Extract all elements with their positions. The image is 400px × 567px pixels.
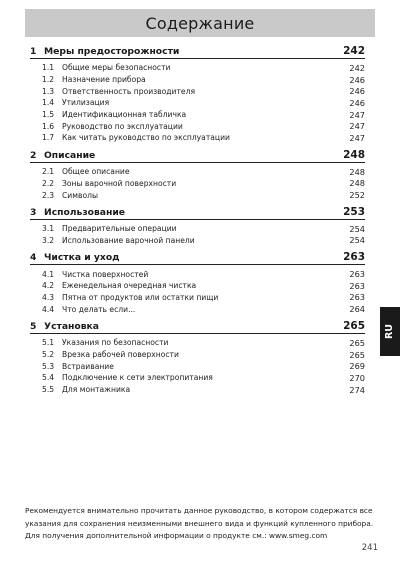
footer-line-1: Рекомендуется внимательно прочитать данное руководство, в котором содержатся все: [25, 506, 373, 515]
toc-item-text: [42, 362, 114, 371]
toc-item-page: 254: [349, 235, 365, 246]
toc-item-title: Еженедельная очередная чистка: [62, 281, 197, 291]
toc-item-number: 3.2: [42, 235, 55, 245]
toc-item[interactable]: [30, 97, 365, 109]
section-number: 1: [30, 46, 37, 57]
toc-item-number: 1.1: [42, 63, 55, 73]
toc-item-text: [42, 63, 170, 72]
toc-item-number: 2.2: [42, 178, 55, 188]
toc-item-number: 1.5: [42, 110, 55, 120]
toc-item-title: Зоны варочной поверхности: [62, 178, 177, 188]
section-number: 4: [30, 252, 37, 264]
toc-item-text: [42, 224, 177, 233]
toc-item-page: 248: [349, 178, 365, 189]
toc-item-title: Врезка рабочей поверхности: [62, 350, 179, 360]
toc-item-text: [42, 133, 230, 142]
toc-item[interactable]: [30, 235, 365, 247]
toc-item[interactable]: [30, 372, 365, 384]
toc-item[interactable]: [30, 178, 365, 190]
section-page: 253: [343, 205, 365, 218]
section-page: 265: [343, 320, 365, 332]
toc-item[interactable]: [30, 132, 365, 144]
toc-item-title: Руководство по эксплуатации: [62, 121, 183, 131]
section-page: 263: [343, 251, 365, 264]
footer-line-3: Для получения дополнительной информации о продукте см.: www.smeg.com: [25, 531, 328, 540]
toc-item-number: 2.1: [42, 167, 55, 177]
toc-item-list: [30, 223, 365, 246]
toc-item[interactable]: [30, 360, 365, 372]
toc-title: Содержание: [145, 13, 255, 33]
toc-item-page: 263: [349, 269, 365, 280]
toc-item-title: Для монтажника: [62, 385, 131, 395]
toc-item-text: [42, 122, 183, 131]
toc-item-page: 269: [349, 361, 365, 372]
toc-item-title: Идентификационная табличка: [62, 110, 187, 120]
toc-item[interactable]: [30, 109, 365, 121]
section-page: 248: [343, 148, 365, 161]
page-number: 241: [361, 543, 378, 553]
toc-title-bar: [25, 9, 375, 37]
section-heading-text: [30, 252, 120, 263]
toc-item-text: [42, 270, 148, 279]
section-gap: [30, 395, 365, 400]
section-heading-text: [30, 150, 95, 161]
toc-section-heading[interactable]: [30, 251, 365, 265]
toc-item-page: 264: [349, 304, 365, 315]
toc-item[interactable]: [30, 280, 365, 292]
toc-item-number: 1.7: [42, 133, 55, 143]
language-tab: [380, 307, 400, 356]
toc-item-text: [42, 110, 186, 119]
toc-item-page: 274: [349, 384, 365, 395]
toc-item-number: 1.2: [42, 75, 55, 85]
toc-item-title: Утилизация: [62, 98, 110, 108]
toc-item-number: 1.3: [42, 86, 55, 96]
toc-item-page: 246: [349, 97, 365, 108]
toc-item-title: Как читать руководство по эксплуатации: [62, 133, 230, 143]
toc-section-heading[interactable]: [30, 206, 365, 220]
toc-item-text: [42, 236, 195, 245]
toc-item-page: 246: [349, 86, 365, 97]
toc-item[interactable]: [30, 166, 365, 178]
toc-item-page: 263: [349, 280, 365, 291]
toc-item-title: Назначение прибора: [62, 75, 146, 85]
section-heading-text: [30, 207, 125, 218]
toc-item-number: 4.3: [42, 292, 55, 302]
section-title: Меры предосторожности: [44, 46, 180, 57]
toc-item-number: 4.1: [42, 269, 55, 279]
toc-item-title: Символы: [62, 190, 98, 200]
section-number: 5: [30, 321, 37, 332]
toc-section-heading[interactable]: [30, 149, 365, 163]
toc-item-number: 4.2: [42, 281, 55, 291]
toc-item-page: 254: [349, 223, 365, 234]
toc-item-text: [42, 281, 196, 290]
toc-item-title: Пятна от продуктов или остатки пищи: [62, 292, 219, 302]
toc-item-list: [30, 62, 365, 144]
toc-item-page: 263: [349, 292, 365, 303]
toc-item-page: 248: [349, 166, 365, 177]
section-title: Использование: [44, 206, 126, 218]
toc-item-page: 265: [349, 337, 365, 348]
toc-item-number: 5.2: [42, 350, 55, 360]
toc-section-heading[interactable]: [30, 45, 365, 59]
toc-item-number: 1.6: [42, 121, 55, 131]
footer-line-2: указания для сохранения неизменными внешнего вида и функций купленного прибора.: [25, 518, 374, 528]
toc-item-number: 5.5: [42, 385, 55, 395]
toc-item-page: 252: [349, 190, 365, 201]
toc-item-list: [30, 337, 365, 395]
toc-item[interactable]: [30, 223, 365, 235]
toc-item[interactable]: [30, 384, 365, 396]
section-page: 242: [343, 45, 365, 57]
section-title: Чистка и уход: [44, 252, 120, 264]
toc-item-page: 265: [349, 349, 365, 360]
toc-item-text: [42, 98, 109, 107]
toc-item-text: [42, 87, 195, 96]
section-title: Описание: [44, 149, 96, 161]
toc-item-page: 270: [349, 372, 365, 383]
toc-item-text: [42, 293, 218, 302]
toc-item-number: 4.4: [42, 304, 55, 314]
toc-item-page: 247: [349, 132, 365, 143]
toc-item[interactable]: [30, 74, 365, 86]
section-number: 3: [30, 206, 37, 218]
toc-item-text: [42, 338, 168, 347]
toc-item-number: 2.3: [42, 190, 55, 200]
toc-item[interactable]: [30, 62, 365, 74]
toc-item-title: Предварительные операции: [62, 224, 177, 234]
toc-item-title: Ответственность производителя: [62, 86, 196, 96]
toc-item-text: [42, 385, 130, 394]
toc-item-title: Использование варочной панели: [62, 235, 195, 245]
section-number: 2: [30, 149, 37, 161]
toc-item-text: [42, 75, 146, 84]
toc-item-title: Общее описание: [62, 167, 130, 177]
toc-item[interactable]: [30, 85, 365, 97]
section-title: Установка: [44, 321, 99, 332]
toc-item-number: 1.4: [42, 98, 55, 108]
language-tab-label: RU: [384, 323, 396, 340]
toc-item[interactable]: [30, 189, 365, 201]
footer-note: [25, 505, 380, 543]
section-heading-text: [30, 46, 179, 57]
toc-item-number: 5.4: [42, 373, 55, 383]
toc-item-text: [42, 167, 130, 176]
toc-item-text: [42, 350, 179, 359]
toc-item-title: Встраивание: [62, 361, 114, 371]
toc-item-title: Подключение к сети электропитания: [62, 373, 213, 383]
toc-item[interactable]: [30, 349, 365, 361]
toc-item-page: 242: [349, 62, 365, 73]
toc-item[interactable]: [30, 292, 365, 304]
toc-item-text: [42, 191, 98, 200]
toc-section-heading[interactable]: [30, 320, 365, 334]
toc-item-title: Что делать если...: [62, 304, 136, 314]
toc-item-number: 5.1: [42, 338, 55, 348]
toc-item-title: Указания по безопасности: [62, 338, 169, 348]
toc-item-text: [42, 305, 135, 314]
toc-item-page: 247: [349, 121, 365, 132]
toc-item[interactable]: [30, 337, 365, 349]
toc-item-page: 247: [349, 109, 365, 120]
toc-item-number: 3.1: [42, 224, 55, 234]
toc-item-page: 246: [349, 74, 365, 85]
toc-item[interactable]: [30, 268, 365, 280]
toc-item[interactable]: [30, 120, 365, 132]
toc-item-title: Чистка поверхностей: [62, 269, 149, 279]
toc-item-text: [42, 373, 213, 382]
toc-item-number: 5.3: [42, 361, 55, 371]
toc-item-title: Общие меры безопасности: [62, 63, 171, 73]
toc-item[interactable]: [30, 303, 365, 315]
toc-item-text: [42, 179, 176, 188]
toc-item-list: [30, 268, 365, 315]
table-of-contents: [30, 45, 365, 400]
section-heading-text: [30, 321, 99, 332]
toc-item-list: [30, 166, 365, 201]
